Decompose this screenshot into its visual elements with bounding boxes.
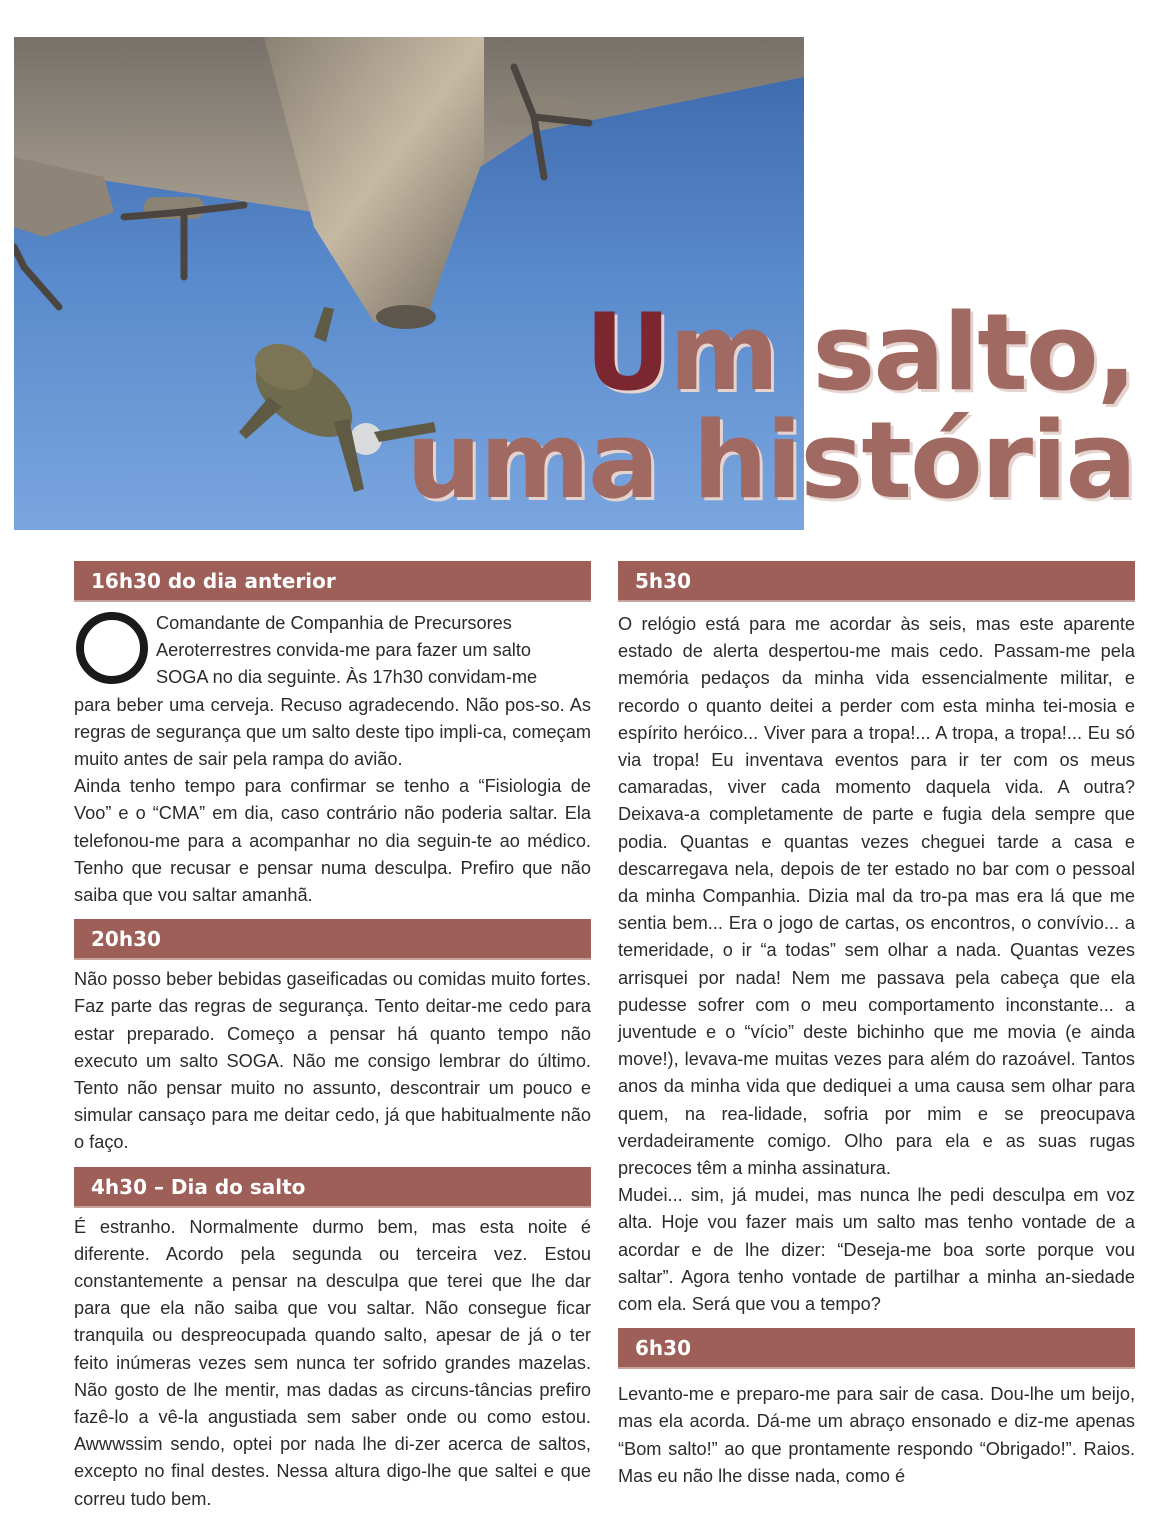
title-initial: U [584,291,669,414]
section-body [74,610,591,909]
section-heading: 20h30 [74,919,591,960]
title-line-1-rest: m salto, [668,291,1135,414]
paragraph [74,610,591,692]
paragraph: É estranho. Normalmente durmo bem, mas esta noite é diferente. Acordo pela segunda ou terceira vez. Estou constantemente a pensar na desculpa que terei que lhe dar para que ela não saiba que vou saltar. Não consegue ficar tranquila ou despreocupada quando salto, apesar de já o ter feito inúmeras vezes sem nunca ter sofrido grandes mazelas. Não gosto de lhe mentir, mas dadas as circuns-tâncias prefiro fazê-lo a vê-la angustiada sem saber onde ou como estou. Awwwssim sendo, optei por nada lhe di-zer acerca de saltos, excepto no final destes. Nessa altura digo-lhe que saltei e que correu tudo bem. [74,1216,591,1509]
section-heading: 4h30 – Dia do salto [74,1167,591,1208]
paragraph: Mudei... sim, já mudei, mas nunca lhe pedi desculpa em voz alta. Hoje vou fazer mais um salto mas tenho vontade de a acordar e de lhe dizer: “Deseja-me boa sorte porque vou saltar”. Agora tenho vontade de partilhar a minha an-siedade com ela. Será que vou a tempo? [618,1185,1135,1315]
page-title [406,291,1135,522]
left-column [74,561,591,1521]
section-heading: 5h30 [618,561,1135,602]
paragraph: Não posso beber bebidas gaseificadas ou comidas muito fortes. Faz parte das regras de segurança. Tento deitar-me cedo para estar preparado. Começo a pensar há quanto tempo não executo um salto SOGA. Não me consigo lembrar do último. Tento não pensar muito no assunto, descontrair um pouco e simular cansaço para me deitar cedo, já que habitualmente não o faço. [74,969,591,1153]
dropcap-line: Aeroterrestres convida-me para fazer um salto [156,640,532,661]
paragraph: para beber uma cerveja. Recuso agradecendo. Não pos-so. As regras de segurança que um salto deste tipo impli-ca, começam muito antes de sair pela rampa do avião. [74,694,591,770]
paragraph: Ainda tenho tempo para confirmar se tenho a “Fisiologia de Voo” e o “CMA” em dia, caso contrário não poderia saltar. Ela telefonou-me para a acompanhar no dia seguin-te ao médico. Tenho que recusar e pensar numa desculpa. Prefiro que não saiba que vou saltar amanhã. [74,776,591,906]
title-line-1 [406,291,1135,414]
dropcap-o [76,612,148,684]
dropcap-line: SOGA no dia seguinte. Às 17h30 convidam-me [156,667,538,688]
title-line-2: uma história [406,399,1135,522]
section-heading: 16h30 do dia anterior [74,561,591,602]
dropcap-line: Comandante de Companhia de Precursores [156,613,512,633]
paragraph: Levanto-me e preparo-me para sair de casa. Dou-lhe um beijo, mas ela acorda. Dá-me um abraço ensonado e diz-me apenas “Bom salto!” ao que prontamente respondo “Obrigado!”. Raios. Mas eu não lhe disse nada, como é [618,1384,1135,1486]
section-heading: 6h30 [618,1328,1135,1369]
right-column [618,561,1135,1498]
paragraph: O relógio está para me acordar às seis, mas este aparente estado de alerta despertou-me mais cedo. Passam-me pela memória pedaços da minha vida essencialmente militar, e recordo o quanto deitei a perder com esta minha tei-mosia e espírito heróico... Viver para a tropa!... A tropa, a tropa!... Eu só via tropa! Eu inventava eventos para ir ter com os meus camaradas, viver cada momento daquela vida. A outra? Deixava-a completamente de parte e fugia dela sempre que podia. Quantas e quantas vezes cheguei tarde a casa e descarregava nela, depois de ter estado no bar com o pessoal da minha Companhia. Dizia mal da tro-pa mas era lá que me sentia bem... Era o jogo de cartas, os encontros, o convívio... a temeridade, o ir “a todas” sem olhar a nada. Quantas vezes arrisquei por nada! Nem me passava pela cabeça que ela pudesse sofrer com o meu comportamento inconstante... a juventude e o “vício” deste bichinho que me movia (e ainda move!), levava-me muitas vezes para além do razoável. Tantos anos da minha vida que dediquei a uma causa sem olhar para quem, na rea-lidade, sofria por mim e se preocupava verdadeiramente comigo. Olho para ela e as suas rugas precoces têm a minha assinatura. [618,614,1135,1179]
